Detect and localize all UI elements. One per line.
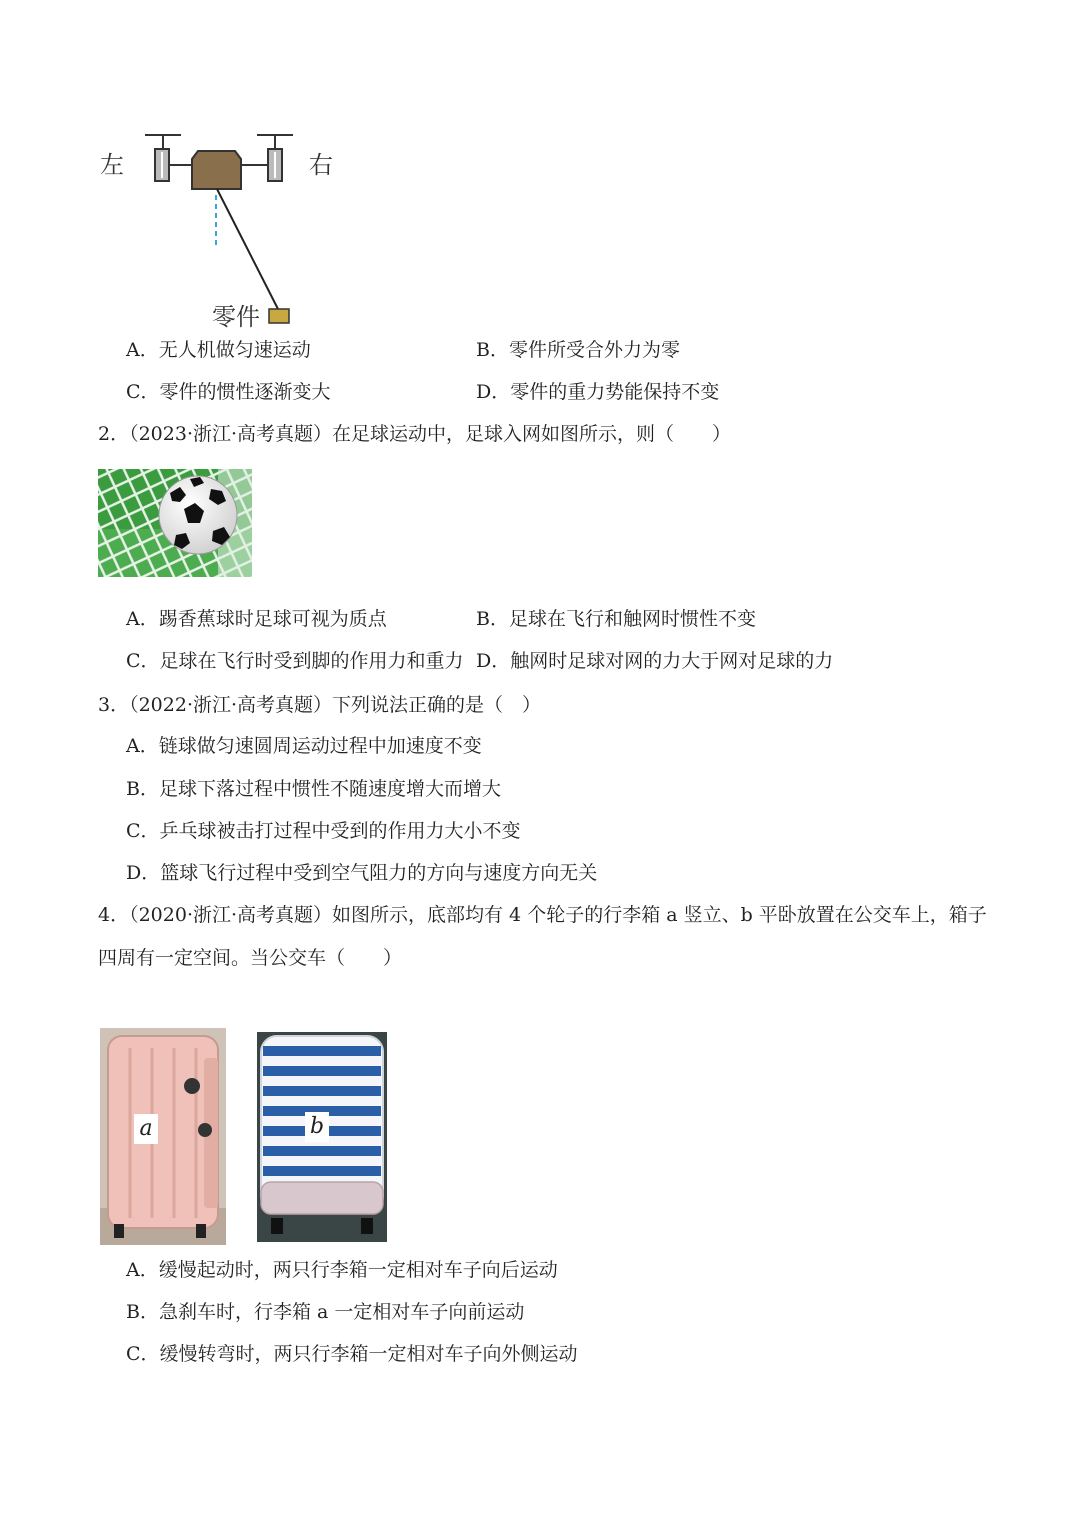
q4-option-a: A．缓慢起动时，两只行李箱一定相对车子向后运动	[126, 1259, 558, 1281]
q4-stem-line1: 4．（2020·浙江·高考真题）如图所示，底部均有 4 个轮子的行李箱 a 竖立、b 平卧放置在公交车上，箱子	[98, 904, 987, 926]
q4-option-b: B．急刹车时，行李箱 a 一定相对车子向前运动	[126, 1301, 525, 1323]
q1-option-a: A．无人机做匀速运动	[126, 339, 311, 361]
q1-option-b: B．零件所受合外力为零	[476, 339, 680, 361]
luggage-b-image	[257, 1032, 387, 1242]
q3-option-d: D．篮球飞行过程中受到空气阻力的方向与速度方向无关	[126, 862, 598, 884]
q3-option-b: B．足球下落过程中惯性不随速度增大而增大	[126, 778, 501, 800]
q2-option-c: C．足球在飞行时受到脚的作用力和重力	[126, 650, 464, 672]
luggage-b-label: b	[305, 1112, 329, 1142]
q3-stem: 3．（2022·浙江·高考真题）下列说法正确的是（ ）	[98, 694, 542, 716]
q2-option-a: A．踢香蕉球时足球可视为质点	[126, 608, 387, 630]
q2-option-d: D．触网时足球对网的力大于网对足球的力	[476, 650, 834, 672]
right-label: 右	[309, 151, 333, 179]
soccer-ball-graphic	[98, 469, 252, 577]
drone-figure	[95, 125, 345, 330]
q1-option-d: D．零件的重力势能保持不变	[476, 381, 720, 403]
q1-option-c: C．零件的惯性逐渐变大	[126, 381, 331, 403]
q2-option-b: B．足球在飞行和触网时惯性不变	[476, 608, 756, 630]
q4-option-c: C．缓慢转弯时，两只行李箱一定相对车子向外侧运动	[126, 1343, 578, 1365]
q4-stem-line2: 四周有一定空间。当公交车（ ）	[98, 947, 403, 969]
luggage-a-image	[100, 1028, 226, 1245]
soccer-net-image	[98, 469, 252, 577]
part-label: 零件	[212, 303, 260, 331]
luggage-a-label: a	[134, 1114, 158, 1144]
q3-option-c: C．乒乓球被击打过程中受到的作用力大小不变	[126, 820, 521, 842]
pink-suitcase-graphic	[100, 1028, 226, 1245]
left-label: 左	[100, 151, 124, 179]
q2-stem: 2．（2023·浙江·高考真题）在足球运动中，足球入网如图所示，则（ ）	[98, 423, 732, 445]
q3-option-a: A．链球做匀速圆周运动过程中加速度不变	[126, 735, 482, 757]
